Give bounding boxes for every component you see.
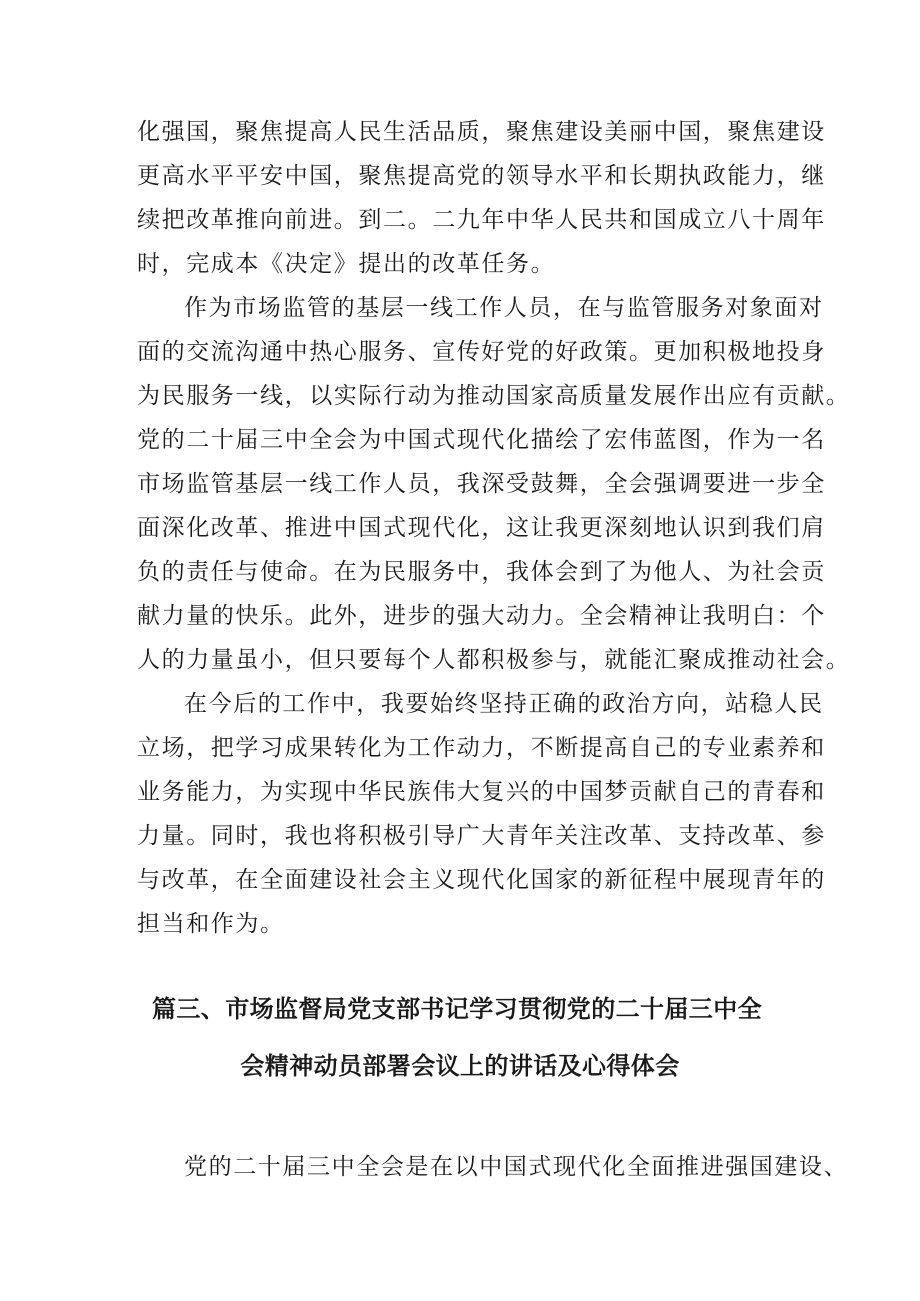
text-line: 面的交流沟通中热心服务、宣传好党的好政策。更加积极地投身	[137, 339, 826, 365]
text-line: 时，完成本《决定》提出的改革任务。	[137, 251, 556, 277]
text-line: 化强国，聚焦提高人民生活品质，聚焦建设美丽中国，聚焦建设	[137, 119, 826, 145]
text-line: 党的二十届三中全会是在以中国式现代化全面推进强国建设、	[184, 1154, 849, 1180]
text-line: 更高水平平安中国，聚焦提高党的领导水平和长期执政能力，继	[137, 163, 826, 189]
text-line: 面深化改革、推进中国式现代化，这让我更深刻地认识到我们肩	[137, 515, 826, 541]
text-line: 立场，把学习成果转化为工作动力，不断提高自己的专业素养和	[137, 735, 826, 761]
text-line: 力量。同时，我也将积极引导广大青年关注改革、支持改革、参	[137, 823, 826, 849]
text-line: 为民服务一线，以实际行动为推动国家高质量发展作出应有贡献。	[137, 383, 851, 409]
text-line: 续把改革推向前进。到二。二九年中华人民共和国成立八十周年	[137, 207, 826, 233]
section-heading-line: 篇三、市场监督局党支部书记学习贯彻党的二十届三中全	[152, 995, 762, 1023]
text-line: 献力量的快乐。此外，进步的强大动力。全会精神让我明白：个	[137, 603, 826, 629]
text-line: 业务能力，为实现中华民族伟大复兴的中国梦贡献自己的青春和	[137, 779, 826, 805]
text-line: 担当和作为。	[137, 911, 285, 937]
section-heading-line: 会精神动员部署会议上的讲话及心得体会	[240, 1052, 680, 1080]
text-line: 与改革，在全面建设社会主义现代化国家的新征程中展现青年的	[137, 867, 826, 893]
text-line: 党的二十届三中全会为中国式现代化描绘了宏伟蓝图，作为一名	[137, 427, 826, 453]
text-line: 市场监管基层一线工作人员，我深受鼓舞，全会强调要进一步全	[137, 471, 826, 497]
text-line: 负的责任与使命。在为民服务中，我体会到了为他人、为社会贡	[137, 559, 826, 585]
text-line: 作为市场监管的基层一线工作人员，在与监管服务对象面对	[184, 295, 824, 321]
text-line: 人的力量虽小，但只要每个人都积极参与，就能汇聚成推动社会。	[137, 647, 851, 673]
text-line: 在今后的工作中，我要始终坚持正确的政治方向，站稳人民	[184, 691, 824, 717]
